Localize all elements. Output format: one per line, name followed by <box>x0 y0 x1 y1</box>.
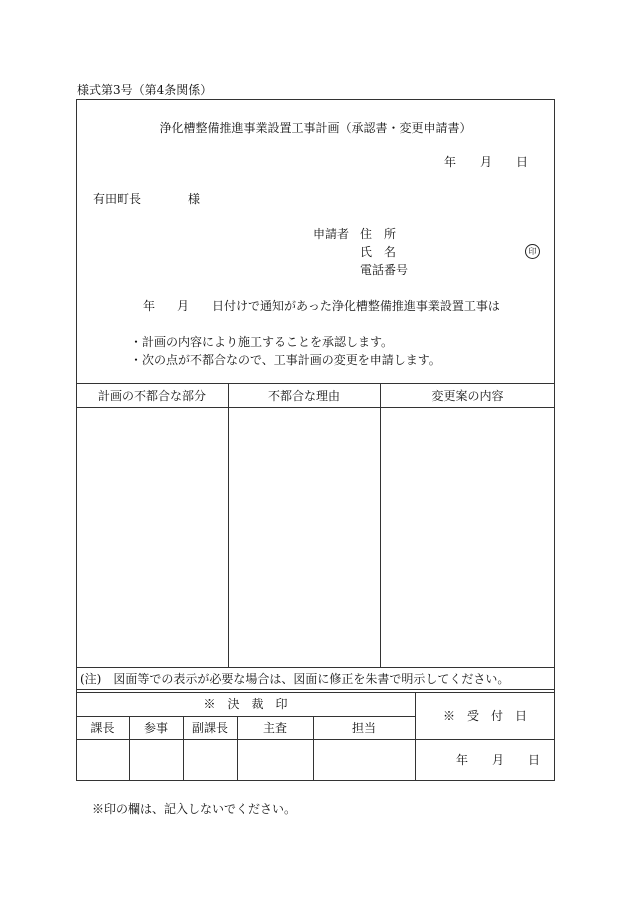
option-change-request: ・次の点が不都合なので、工事計画の変更を申請します。 <box>130 353 441 367</box>
table-top-border <box>76 383 555 384</box>
notice-text: 日付けで通知があった浄化槽整備推進事業設置工事は <box>212 299 500 313</box>
applicant-label: 申請者 <box>313 227 350 241</box>
approval-col-councilor: 参事 <box>143 721 168 735</box>
date-year-label: 年 <box>444 155 457 169</box>
notice-month-label: 月 <box>177 299 190 313</box>
seal-mark-icon: 印 <box>525 244 540 259</box>
date-day-label: 日 <box>516 155 529 169</box>
notice-year-label: 年 <box>143 299 156 313</box>
footer-note: ※印の欄は、記入しないでください。 <box>92 802 297 816</box>
applicant-phone-label: 電話番号 <box>360 263 409 277</box>
approval-header-border <box>76 716 415 717</box>
note-text: (注) 図面等での表示が必要な場合は、図面に修正を朱書で明示してください。 <box>80 672 510 686</box>
table-divider-2 <box>380 383 381 667</box>
form-title: 浄化槽整備推進事業設置工事計画（承認書・変更申請書） <box>159 121 472 135</box>
approval-double-line-1 <box>76 689 555 690</box>
table-header-reason: 不都合な理由 <box>267 389 340 403</box>
addressee-name: 有田町長 <box>93 192 142 206</box>
reception-year-label: 年 <box>456 753 469 767</box>
date-month-label: 月 <box>480 155 493 169</box>
applicant-name-label: 氏 名 <box>360 245 397 259</box>
table-header-proposal: 変更案の内容 <box>431 389 504 403</box>
approval-reception-divider <box>415 692 416 781</box>
option-approve: ・計画の内容により施工することを承認します。 <box>130 335 394 349</box>
note-top-border <box>76 667 555 668</box>
addressee-honorific: 様 <box>188 192 201 206</box>
applicant-address-label: 住 所 <box>360 227 397 241</box>
table-header-border <box>76 407 555 408</box>
table-divider-1 <box>228 383 229 667</box>
reception-header: ※ 受 付 日 <box>442 709 527 723</box>
approval-columns-border <box>76 739 415 740</box>
reception-day-label: 日 <box>528 753 541 767</box>
reception-border <box>415 739 555 740</box>
approval-double-line-2 <box>76 692 555 693</box>
approval-col-section-chief: 課長 <box>90 721 115 735</box>
reception-month-label: 月 <box>492 753 505 767</box>
form-number: 様式第3号（第4条関係） <box>77 83 213 97</box>
approval-header: ※ 決 裁 印 <box>203 697 288 711</box>
approval-col-chief-clerk: 主査 <box>262 721 287 735</box>
approval-col-staff: 担当 <box>351 721 376 735</box>
table-header-part: 計画の不都合な部分 <box>97 389 206 403</box>
approval-col-deputy-chief: 副課長 <box>191 721 228 735</box>
